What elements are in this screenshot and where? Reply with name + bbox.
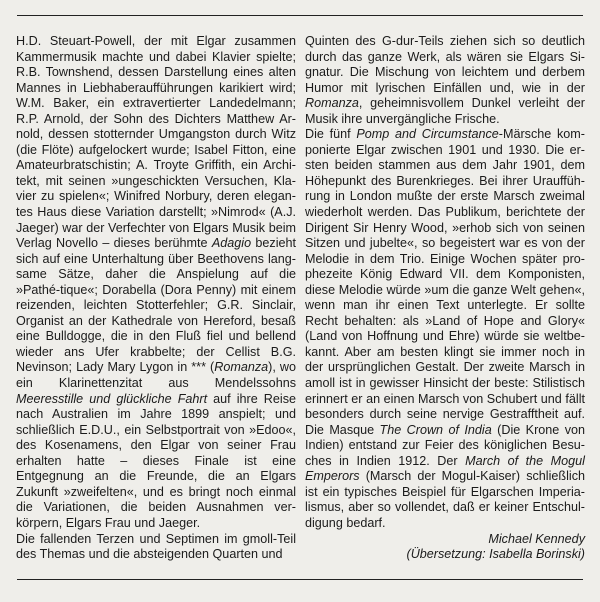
italic-title: Romanza xyxy=(305,96,359,111)
italic-title: The Crown of India xyxy=(379,422,492,437)
italic-title: Adagio xyxy=(211,236,252,251)
bottom-rule xyxy=(17,579,583,580)
italic-title: Meeresstille und glückliche Fahrt xyxy=(16,391,208,406)
author-signature: Michael Kennedy xyxy=(488,531,585,546)
top-rule xyxy=(17,15,583,16)
left-column xyxy=(16,34,296,563)
left-paragraph-1: H.D. Steuart-Powell, der mit Elgar zusammen Kammermusik machte und dabei Klavier spielte; R.B. Townshend, dessen Darstellung eines alten Mannes in Liebhaberaufführungen karikiert wird; W.M. Baker, ein extravertierter Landedelmann; R.P. Arnold, der Sohn des Dichters Matthew Arnold, dessen stotternder Umgangston durch Witz (die Flöte) aufgelockert wurde; Isabel Fitton, eine Amateurbratschistin; A. Troyte Griffith, ein Architekt, mit seinen »ungeschickten Versuchen, Klavier zu spielen«; Winifred Norbury, deren elegantes Haus diese Variation darstellt; »Nimrod« (A.J. Jaeger) war der Verfechter von Elgars Musik beim Verlag Novello – dieses berühmte Adagio bezieht sich auf eine Unterhaltung über Beethovens langsame Sätze, daher die Anspielung auf die »Pathé-tique«; Dorabella (Dora Penny) mit einem reizenden, leichten Stotterfehler; G.R. Sinclair, Organist an der Kathedrale von Hereford, besaß eine Bulldogge, die in den Fluß fiel und bellend wieder ans Ufer krabbelte; der Cellist B.G. Nevinson; Lady Mary Lygon in *** (Romanza), wo ein Klarinettenzitat aus Mendelssohns Meeresstille und glückliche Fahrt auf ihre Reise nach Australien im Jahre 1899 anspielt; und schließlich E.D.U., ein Selbstportrait von »Edoo«, des Kosenamens, den Elgar von seiner Frau erhalten hatte – dieses Finale ist eine Entgegnung an die Freunde, die an Elgars Zukunft »zweifelten«, und es bringt noch einmal die Variationen, die beiden Ausnahmen verkörpern, Elgars Frau und Jaeger. xyxy=(16,34,296,530)
italic-title: Romanza xyxy=(214,360,269,375)
right-paragraph-2: Die fünf Pomp and Circumstance-Märsche komponierte Elgar zwischen 1901 und 1930. Die ersten beiden stammen aus dem Jahr 1901, dem Höhepunkt des Burenkrieges. Bei ihrer Uraufführung in London mußte der erste Marsch zweimal wiederholt werden. Das Publikum, berichtete der Dirigent Sir Henry Wood, »erhob sich von seinen Sitzen und jubelte«, so begeistert war es von der Melodie in dem Trio. Einige Wochen später prophezeite König Edward VII. dem Komponisten, diese Melodie würde »um die ganze Welt gehen«, wenn man ihr einen Text unterlegte. Er sollte Recht behalten: als »Land of Hope and Glory« (Land von Hoffnung und Ehre) würde sie weltbekannt. Aber am besten klingt sie immer noch in der ursprünglichen Gestalt. Der zweite Marsch in amoll ist in gewisser Hinsicht der beste: Stilistisch erinnert er an einen Marsch von Schubert und fällt besonders durch seine nervige Gestrafftheit auf. Die Masque The Crown of India (Die Krone von Indien) entstand zur Feier des königlichen Besuches in Indien 1912. Der March of the Mogul Emperors (Marsch der Mogul-Kaiser) schließlich ist ein typisches Beispiel für Elgarschen Imperialismus, aber so vollendet, daß er keiner Entschuldigung bedarf. xyxy=(305,127,586,530)
right-column xyxy=(305,34,585,563)
right-paragraph-1: Quinten des G-dur-Teils ziehen sich so deutlich durch das ganze Werk, als wären sie Elgars Signatur. Die Mischung von leichtem und derbem Humor mit lyrischen Einfällen und, wie in der Romanza, geheimnisvollem Dunkel verleiht der Musik ihre unvergängliche Frische. xyxy=(305,34,585,126)
italic-title: Pomp and Circumstance xyxy=(356,127,499,142)
left-paragraph-2: Die fallenden Terzen und Septimen im gmoll-Teil des Themas und die absteigenden Quarten und xyxy=(16,531,296,562)
translation-credit: (Übersetzung: Isabella Borinski) xyxy=(406,547,585,562)
italic-title: March of the Mogul Emperors xyxy=(305,453,585,484)
